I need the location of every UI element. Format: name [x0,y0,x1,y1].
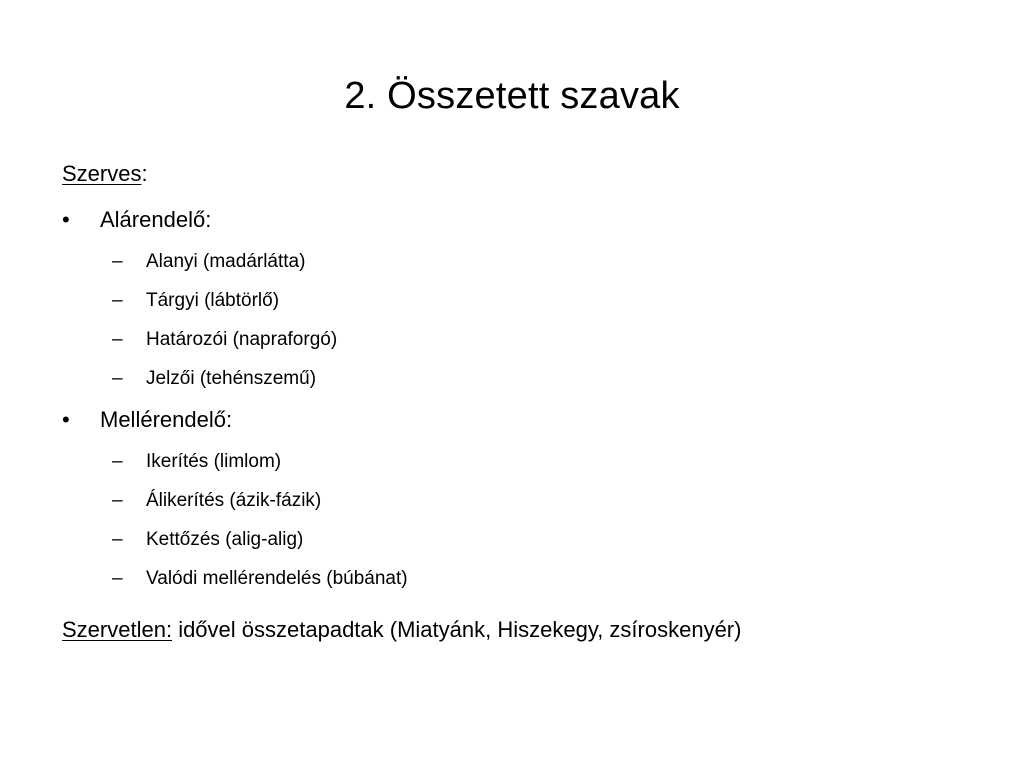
list-item-text: Ikerítés (limlom) [146,451,282,472]
group-label: Mellérendelő: [100,407,233,432]
dash-icon: – [112,368,123,389]
list-item-text: Határozói (napraforgó) [146,329,338,350]
organic-colon: : [141,161,148,186]
list-item-text: Alanyi (madárlátta) [146,251,306,272]
dash-icon: – [112,568,123,589]
list-item-text: Valódi mellérendelés (búbánat) [146,568,408,589]
list-item-text: Kettőzés (alig-alig) [146,529,304,550]
bullet-dot-icon: • [62,207,70,232]
inorganic-text: idővel összetapadtak (Miatyánk, Hiszekegy, zsíroskenyér) [178,617,742,642]
organic-label: Szerves [62,161,142,186]
organic-heading [62,158,148,190]
dash-icon: – [112,251,123,272]
list-item-text: Jelzői (tehénszemű) [146,368,317,389]
dash-icon: – [112,290,123,311]
list-item-text: Álikerítés (ázik-fázik) [146,490,322,511]
dash-icon: – [112,451,123,472]
dash-icon: – [112,529,123,550]
bullet-dot-icon: • [62,407,70,432]
dash-icon: – [112,490,123,511]
dash-icon: – [112,329,123,350]
inorganic-line [62,614,741,646]
inorganic-label: Szervetlen: [62,617,173,642]
list-item-text: Tárgyi (lábtörlő) [146,290,280,311]
group-label: Alárendelő: [100,207,212,232]
slide-title: 2. Összetett szavak [344,75,680,117]
